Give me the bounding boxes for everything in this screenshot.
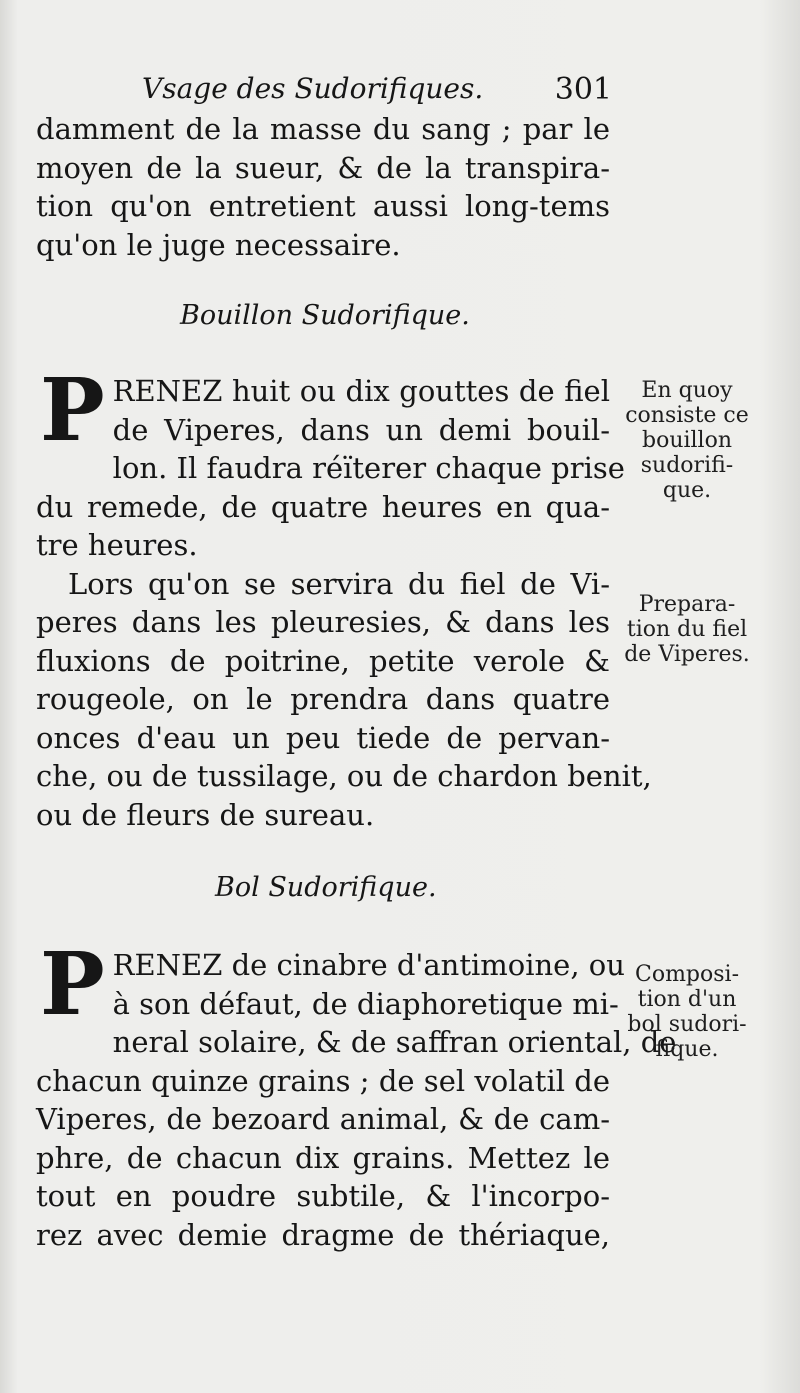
margin-note-line: consiste ce [625,403,749,428]
drop-cap: P [40,360,105,461]
margin-note-line: tion du fiel [626,617,748,642]
margin-note-line: fique. [655,1037,719,1062]
text-line: damment de la masse du sang ; par le [36,112,610,146]
text-line: tion qu'on entretient aussi long-tems [36,189,610,223]
margin-note-fiel [612,592,762,667]
intro-paragraph [36,110,610,264]
text-line: neral solaire, & de saffran oriental, de [112,1025,677,1059]
margin-note-line: tion d'un [637,987,737,1012]
text-line: à son défaut, de diaphoretique mi- [112,986,619,1021]
margin-note-line: sudorifi- [640,453,734,478]
margin-note-line: de Viperes. [624,642,750,667]
text-line: tre heures. [36,528,198,562]
margin-note-line: que. [662,478,712,503]
text-line: de Viperes, dans un demi bouil- [112,412,610,447]
text-line: moyen de la sueur, & de la transpira- [36,150,610,185]
section-bouillon [36,360,652,834]
text-line: tout en poudre subtile, & l'incorpo- [36,1179,610,1213]
margin-note-bouillon [612,378,762,503]
margin-note-line: bouillon [641,428,733,453]
margin-note-line: bol sudori- [627,1012,747,1037]
text-line: Lors qu'on se servira du fiel de Vi- [68,566,610,601]
text-line: fluxions de poitrine, petite verole & [36,643,610,678]
text-line: rougeole, on le prendra dans quatre [36,682,610,716]
text-line: che, ou de tussilage, ou de chardon benit, [36,759,652,793]
drop-cap: P [40,934,105,1035]
section-heading-bol: Bol Sudorifique. [215,872,437,903]
text-line: phre, de chacun dix grains. Mettez le [36,1140,610,1175]
text-line: RENEZ huit ou dix gouttes de fiel [112,374,610,408]
text-line: lon. Il faudra réïterer chaque prise [112,451,625,485]
text-line: peres dans les pleuresies, & dans les [36,605,610,639]
text-line: Viperes, de bezoard animal, & de cam- [36,1102,610,1136]
text-line: qu'on le juge necessaire. [36,227,401,262]
text-line: rez avec demie dragme de thériaque, [36,1217,610,1252]
section-bol [36,934,677,1254]
margin-note-line: Composi- [634,962,740,987]
section-heading-bouillon: Bouillon Sudorifique. [180,300,470,331]
text-line: chacun quinze grains ; de sel volatil de [36,1063,610,1098]
margin-note-bol [612,962,762,1062]
margin-note-line: En quoy [641,378,733,403]
margin-note-line: Prepara- [638,592,736,617]
text-line: du remede, de quatre heures en qua- [36,489,610,524]
page-number: 301 [554,72,612,107]
text-line: ou de fleurs de sureau. [36,797,375,832]
text-line: onces d'eau un peu tiede de pervan- [36,720,610,755]
text-line: RENEZ de cinabre d'antimoine, ou [112,948,625,982]
running-title: Vsage des Sudorifiques. [142,72,484,105]
